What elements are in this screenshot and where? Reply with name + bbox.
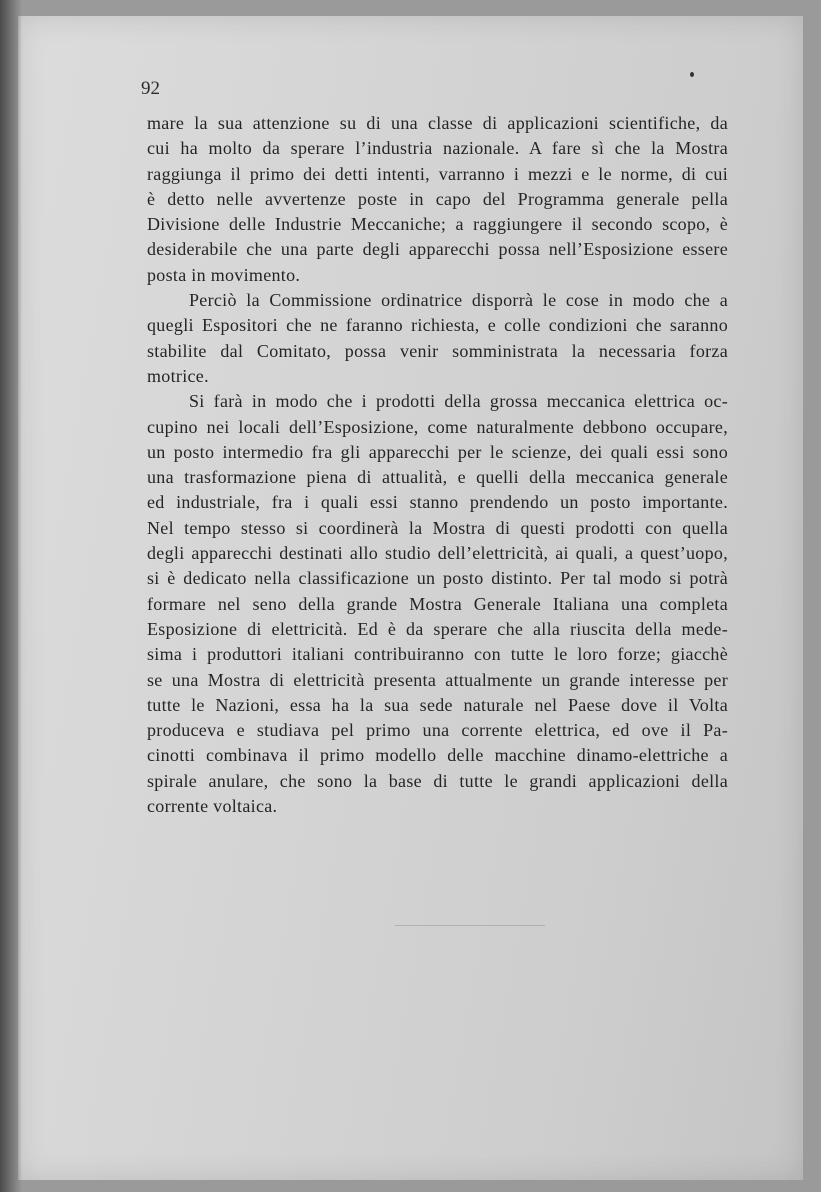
text-line: posta in movimento. [147,264,301,285]
text-line: Divisione delle Industrie Meccaniche; a raggiungere il secondo scopo, è [147,214,728,235]
text-line: formare nel seno della grande Mostra Generale Italiana una completa [147,593,728,614]
text-line: Si farà in modo che i prodotti della grossa meccanica elettrica oc- [189,391,728,412]
text-line: Perciò la Commissione ordinatrice disporrà le cose in modo che a [189,290,728,311]
paragraph-2 [147,288,728,389]
text-line: stabilite dal Comitato, possa venir somministrata la necessaria forza [147,340,728,361]
show-through-rule [395,925,545,926]
paragraph-3 [147,389,728,819]
text-line: Nel tempo stesso si coordinerà la Mostra di questi prodotti con quella [147,517,728,538]
ink-speck [690,72,694,77]
text-line: ed industriale, fra i quali essi stanno prendendo un posto importante. [147,492,728,513]
text-line: corrente voltaica. [147,796,278,817]
text-line: spirale anulare, che sono la base di tutte le grandi applicazioni della [147,770,728,791]
text-line: si è dedicato nella classificazione un posto distinto. Per tal modo si potrà [147,568,728,589]
binding-shadow [0,0,22,1192]
text-line: produceva e studiava pel primo una corrente elettrica, ed ove il Pa- [147,720,728,741]
text-line: cupino nei locali dell’Esposizione, come naturalmente debbono occupare, [147,416,728,437]
text-line: è detto nelle avvertenze poste in capo del Programma generale pella [147,188,728,209]
body-text [147,111,728,819]
text-line: una trasformazione piena di attualità, e quelli della meccanica generale [147,467,728,488]
text-line: tutte le Nazioni, essa ha la sua sede naturale nel Paese dove il Volta [147,694,728,715]
text-line: mare la sua attenzione su di una classe di applicazioni scientifiche, da [147,113,728,133]
text-line: Esposizione di elettricità. Ed è da sperare che alla riuscita della mede- [147,618,728,639]
text-line: desiderabile che una parte degli apparecchi possa nell’Esposizione essere [147,239,728,260]
text-line: un posto intermedio fra gli apparecchi per le scienze, dei quali essi sono [147,441,728,462]
text-line: raggiunga il primo dei detti intenti, varranno i mezzi e le norme, di cui [147,163,728,184]
text-line: degli apparecchi destinati allo studio dell’elettricità, ai quali, a quest’uopo, [147,543,728,564]
paragraph-1 [147,111,728,288]
text-line: cui ha molto da sperare l’industria nazionale. A fare sì che la Mostra [147,138,728,159]
text-line: se una Mostra di elettricità presenta attualmente un grande interesse per [147,669,728,690]
page-number: 92 [141,78,160,99]
text-line: cinotti combinava il primo modello delle macchine dinamo-elettriche a [147,745,728,766]
text-line: motrice. [147,365,209,386]
text-line: quegli Espositori che ne faranno richiesta, e colle condizioni che saranno [147,315,728,336]
text-line: sima i produttori italiani contribuiranno con tutte le loro forze; giacchè [147,644,728,665]
